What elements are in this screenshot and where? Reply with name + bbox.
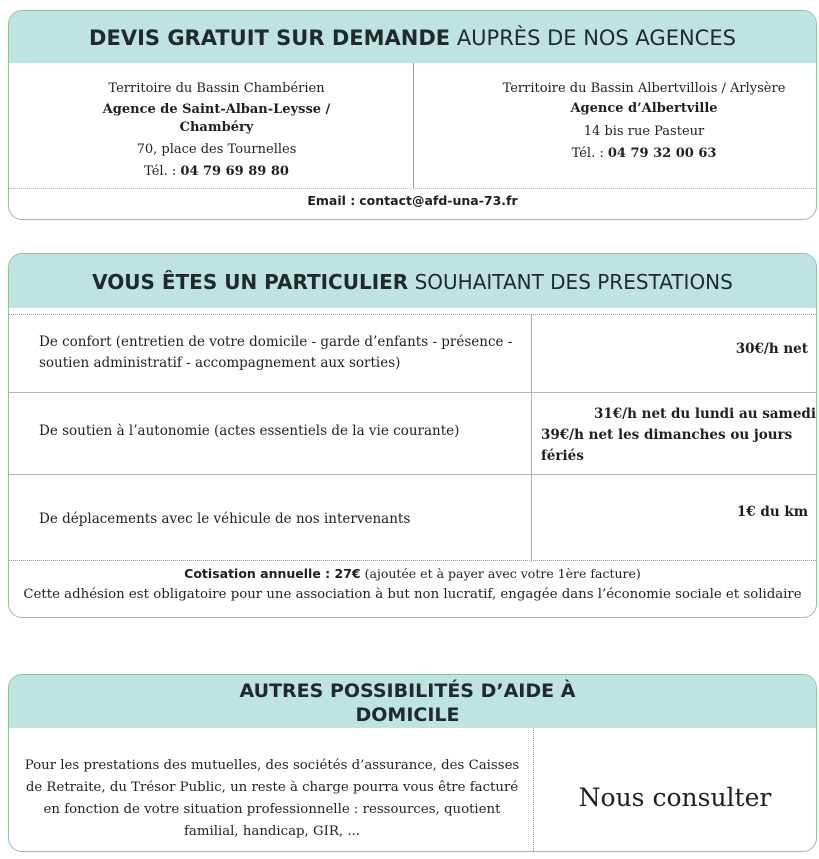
row-confort-desc — [39, 332, 512, 374]
agency-albertville-phone — [479, 144, 809, 164]
tel-label: Tél. : — [571, 146, 604, 161]
agency-albertville-name: Agence d’Albertville — [570, 101, 718, 116]
agency-chambery-phone — [89, 162, 344, 182]
autres-text-line4: familial, handicap, GIR, ... — [183, 824, 361, 839]
tel-label: Tél. : — [144, 164, 177, 179]
row-autonomie-price-line1: 31€/h net du lundi au samedi — [594, 406, 816, 422]
cotisation-note: (ajoutée et à payer avec votre 1ère facture) — [364, 566, 641, 581]
autres-title-line2: DOMICILE — [355, 704, 460, 726]
table-row-autonomie — [9, 392, 816, 474]
devis-header — [9, 11, 816, 63]
nous-consulter: Nous consulter — [578, 783, 772, 812]
devis-card — [8, 10, 817, 220]
agency-chambery-name-2: Chambéry — [179, 120, 254, 135]
row-autonomie-price-line3: fériés — [541, 448, 584, 464]
autres-text-line1: Pour les prestations des mutuelles, des sociétés d’assurance, des Caisses — [24, 758, 520, 773]
autres-header — [9, 675, 816, 728]
cotisation-label: Cotisation annuelle : 27€ — [184, 566, 361, 581]
autres-title — [209, 679, 606, 727]
autres-text-line2: de Retraite, du Trésor Public, un reste à charge pourra vous être facturé — [25, 780, 519, 795]
email-line — [9, 193, 816, 208]
agency-chambery — [89, 79, 344, 182]
devis-divider — [413, 63, 414, 188]
territory-chambery: Territoire du Bassin Chambérien — [108, 81, 325, 96]
email-link[interactable]: contact@afd-una-73.fr — [359, 193, 518, 208]
row-autonomie-price — [541, 404, 816, 467]
agency-albertville — [479, 79, 809, 164]
particulier-card — [8, 253, 817, 618]
table-row-deplacements — [9, 474, 816, 562]
row-confort-desc-line1: De confort (entretien de votre domicile - garde d’enfants - présence - — [39, 334, 513, 350]
particulier-title-bold: VOUS ÊTES UN PARTICULIER — [92, 270, 409, 294]
row-autonomie-desc: De soutien à l’autonomie (actes essentiels de la vie courante) — [39, 423, 460, 439]
row-autonomie-price-line2: 39€/h net les dimanches ou jours — [541, 427, 793, 443]
devis-title-light: AUPRÈS DE NOS AGENCES — [456, 26, 736, 50]
adhesion-text: Cette adhésion est obligatoire pour une association à but non lucratif, engagée dans l’économie sociale et solidaire — [23, 587, 802, 602]
email-label: Email : — [307, 193, 356, 208]
territory-albertville: Territoire du Bassin Albertvillois / Arlysère — [502, 81, 786, 96]
prestations-table — [9, 314, 816, 561]
agency-albertville-address: 14 bis rue Pasteur — [583, 124, 705, 139]
autres-card — [8, 674, 817, 852]
devis-title-bold: DEVIS GRATUIT SUR DEMANDE — [89, 26, 451, 50]
row-confort-price: 30€/h net — [735, 341, 808, 357]
particulier-title-light: SOUHAITANT DES PRESTATIONS — [414, 270, 733, 294]
row-confort-desc-line2: soutien administratif - accompagnement aux sorties) — [39, 355, 401, 371]
autres-title-line1: AUTRES POSSIBILITÉS D’AIDE À — [239, 680, 576, 702]
devis-dotted-separator — [9, 188, 816, 189]
row-deplacements-desc: De déplacements avec le véhicule de nos intervenants — [39, 511, 411, 527]
agency-chambery-name-1: Agence de Saint-Alban-Leysse / — [102, 102, 331, 117]
autres-text-line3: en fonction de votre situation professionnelle : ressources, quotient — [43, 802, 501, 817]
tel-number-albertville[interactable]: 04 79 32 00 63 — [607, 146, 717, 161]
autres-text — [21, 755, 523, 843]
agency-chambery-address: 70, place des Tournelles — [136, 142, 297, 157]
particulier-header — [9, 254, 816, 308]
table-row-confort — [9, 315, 816, 392]
tel-number-chambery[interactable]: 04 79 69 89 80 — [180, 164, 289, 179]
cotisation-line — [9, 566, 816, 581]
row-deplacements-price: 1€ du km — [736, 504, 808, 520]
